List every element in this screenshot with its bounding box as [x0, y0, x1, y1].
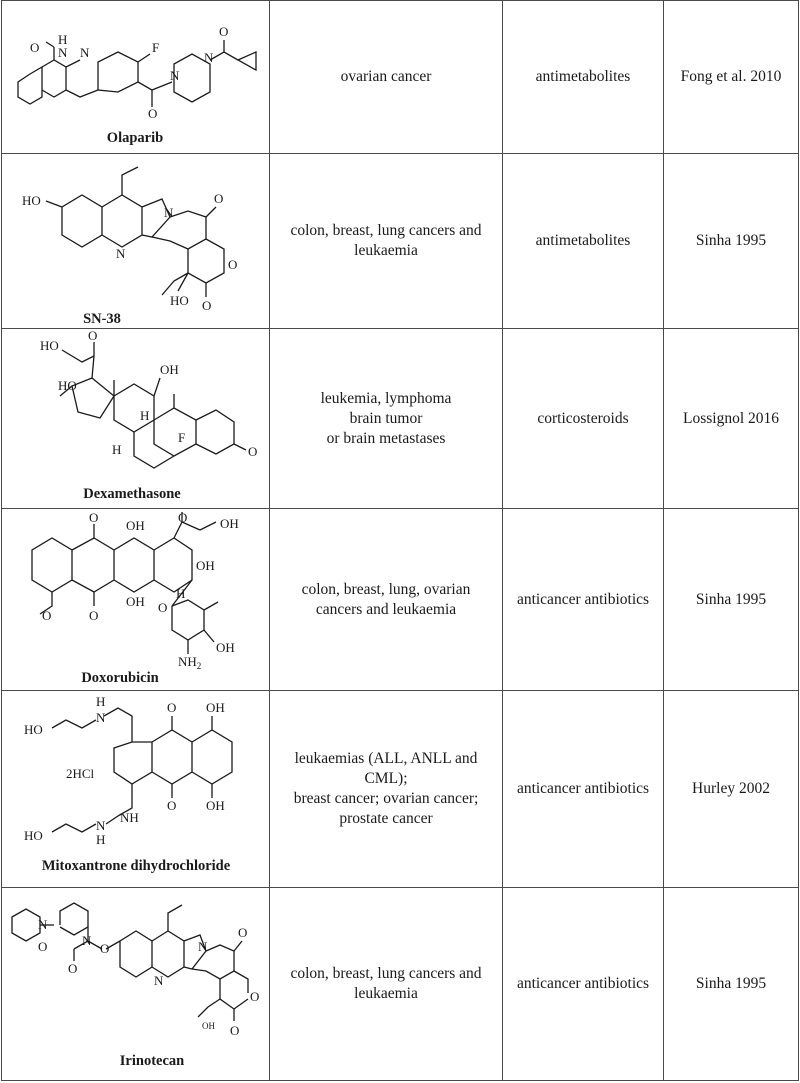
atom-label: O [30, 40, 40, 55]
atom-label: HO [170, 293, 189, 308]
structure-cell [2, 329, 270, 509]
indication-line: leukemia, lymphoma [320, 389, 452, 407]
amine-label: NH [178, 654, 197, 669]
atom-label: O [219, 24, 229, 39]
atom-label: O [202, 298, 212, 313]
atom-label: O [250, 989, 260, 1004]
atom-label: N [154, 973, 164, 988]
atom-label: HO [22, 193, 41, 208]
indication-line: leukaemias (ALL, ANLL and CML); [294, 750, 478, 787]
table-row [2, 1, 799, 154]
dexamethasone-structure [2, 330, 268, 507]
atom-label: N [38, 917, 48, 932]
drug-name: Mitoxantrone dihydrochloride [41, 858, 231, 874]
indication-text [270, 389, 502, 449]
indication-text: ovarian cancer [340, 68, 432, 85]
atom-label: OH [220, 516, 239, 531]
atom-label: O [148, 106, 158, 121]
atom-label: OH [206, 798, 225, 813]
atom-label: O [88, 330, 98, 343]
atom-label: HO [24, 722, 43, 737]
drug-class-cell [503, 691, 664, 888]
atom-label: OH [196, 558, 215, 573]
reference-cell [664, 888, 799, 1081]
atom-label: O [89, 510, 99, 525]
atom-label: HO [40, 338, 59, 353]
table-row [2, 154, 799, 329]
atom-label: N [164, 205, 174, 220]
reference-text: Lossignol 2016 [682, 409, 780, 427]
atom-label: O [100, 941, 110, 956]
atom-label: O [42, 608, 52, 623]
atom-label: O [89, 608, 99, 623]
atom-label: O [38, 939, 48, 954]
indication-cell [270, 509, 503, 691]
indication-line: brain tumor [349, 409, 423, 427]
drug-class-cell [503, 154, 664, 329]
amine-subscript: 2 [196, 661, 202, 671]
atom-label: N [198, 939, 208, 954]
atom-label: O [238, 925, 248, 940]
indication-line: breast cancer; ovarian cancer; [293, 790, 479, 807]
atom-label: H [96, 832, 106, 847]
indication-line: or brain metastases [326, 429, 446, 447]
sn38-structure [2, 155, 268, 327]
reference-cell [664, 509, 799, 691]
drug-class-text: anticancer antibiotics [516, 590, 650, 608]
atom-label: HO [24, 828, 43, 843]
atom-label: H [140, 408, 150, 423]
drug-name: Doxorubicin [81, 670, 159, 686]
drug-name: SN-38 [83, 311, 121, 327]
atom-label: N [82, 933, 92, 948]
atom-label: O [178, 510, 188, 525]
atom-label: HO [58, 378, 77, 393]
atom-label: N [170, 68, 180, 83]
drug-class-text: anticancer antibiotics [516, 975, 650, 992]
indication-cell [270, 691, 503, 888]
structure-cell [2, 691, 270, 888]
atom-label: O [214, 191, 224, 206]
reference-cell [664, 691, 799, 888]
atom-label: N [204, 50, 214, 65]
olaparib-structure [2, 2, 268, 152]
reference-text: Sinha 1995 [695, 975, 767, 992]
table-row [2, 509, 799, 691]
atom-label: H [176, 586, 186, 601]
atom-label: H [112, 442, 122, 457]
table-row [2, 329, 799, 509]
structure-cell [2, 1, 270, 154]
atom-label: H [96, 694, 106, 709]
structure-cell [2, 509, 270, 691]
atom-label: OH [126, 594, 145, 609]
reference-text: Sinha 1995 [695, 232, 767, 249]
indication-cell [270, 888, 503, 1081]
doxorubicin-structure [2, 510, 268, 689]
atom-label: OH [126, 518, 145, 533]
reference-cell [664, 329, 799, 509]
indication-cell [270, 329, 503, 509]
atom-label: OH [160, 362, 179, 377]
atom-label: OH [202, 1021, 215, 1031]
atom-label: O [68, 961, 78, 976]
drug-class-cell [503, 1, 664, 154]
structure-cell [2, 888, 270, 1081]
drug-name: Irinotecan [119, 1053, 185, 1069]
indication-text: colon, breast, lung cancers and leukaemia [290, 965, 482, 1002]
reference-cell [664, 1, 799, 154]
atom-label: O [230, 1023, 240, 1038]
atom-label: N [96, 818, 106, 833]
reference-text: Hurley 2002 [692, 780, 770, 797]
reference-cell [664, 154, 799, 329]
atom-label: OH [206, 700, 225, 715]
irinotecan-structure [2, 889, 268, 1079]
structure-cell [2, 154, 270, 329]
atom-label: N [116, 246, 126, 261]
drug-class-text: antimetabolites [535, 68, 631, 85]
atom-label: 2HCl [66, 766, 95, 781]
indication-text: colon, breast, lung cancers and leukaemia [290, 222, 482, 259]
indication-cell [270, 154, 503, 329]
indication-text [270, 749, 502, 829]
atom-label: N [80, 45, 90, 60]
drug-class-cell [503, 888, 664, 1081]
drug-table [1, 0, 799, 1081]
atom-label: N [58, 45, 68, 60]
atom-label: O [248, 444, 258, 459]
atom-label: H [58, 32, 68, 47]
atom-label: O [228, 257, 238, 272]
atom-label: NH [120, 810, 139, 825]
atom-label: N [96, 710, 106, 725]
indication-line: prostate cancer [339, 810, 433, 827]
drug-class-cell [503, 329, 664, 509]
drug-class-text: corticosteroids [537, 409, 629, 427]
reference-text: Sinha 1995 [695, 590, 767, 608]
drug-name: Olaparib [106, 130, 164, 146]
atom-label [178, 654, 201, 671]
atom-label: O [158, 600, 168, 615]
table-row [2, 888, 799, 1081]
atom-label: F [152, 40, 160, 55]
drug-name: Dexamethasone [83, 486, 181, 502]
drug-class-text: antimetabolites [535, 232, 631, 249]
drug-class-text: anticancer antibiotics [516, 780, 650, 797]
mitoxantrone-structure [2, 692, 268, 886]
table-row [2, 691, 799, 888]
indication-cell [270, 1, 503, 154]
reference-text: Fong et al. 2010 [680, 68, 782, 85]
atom-label: O [167, 700, 177, 715]
atom-label: F [178, 430, 186, 445]
atom-label: OH [216, 640, 235, 655]
indication-text: colon, breast, lung, ovarian cancers and leukaemia [301, 580, 471, 618]
drug-class-cell [503, 509, 664, 691]
atom-label: O [167, 798, 177, 813]
